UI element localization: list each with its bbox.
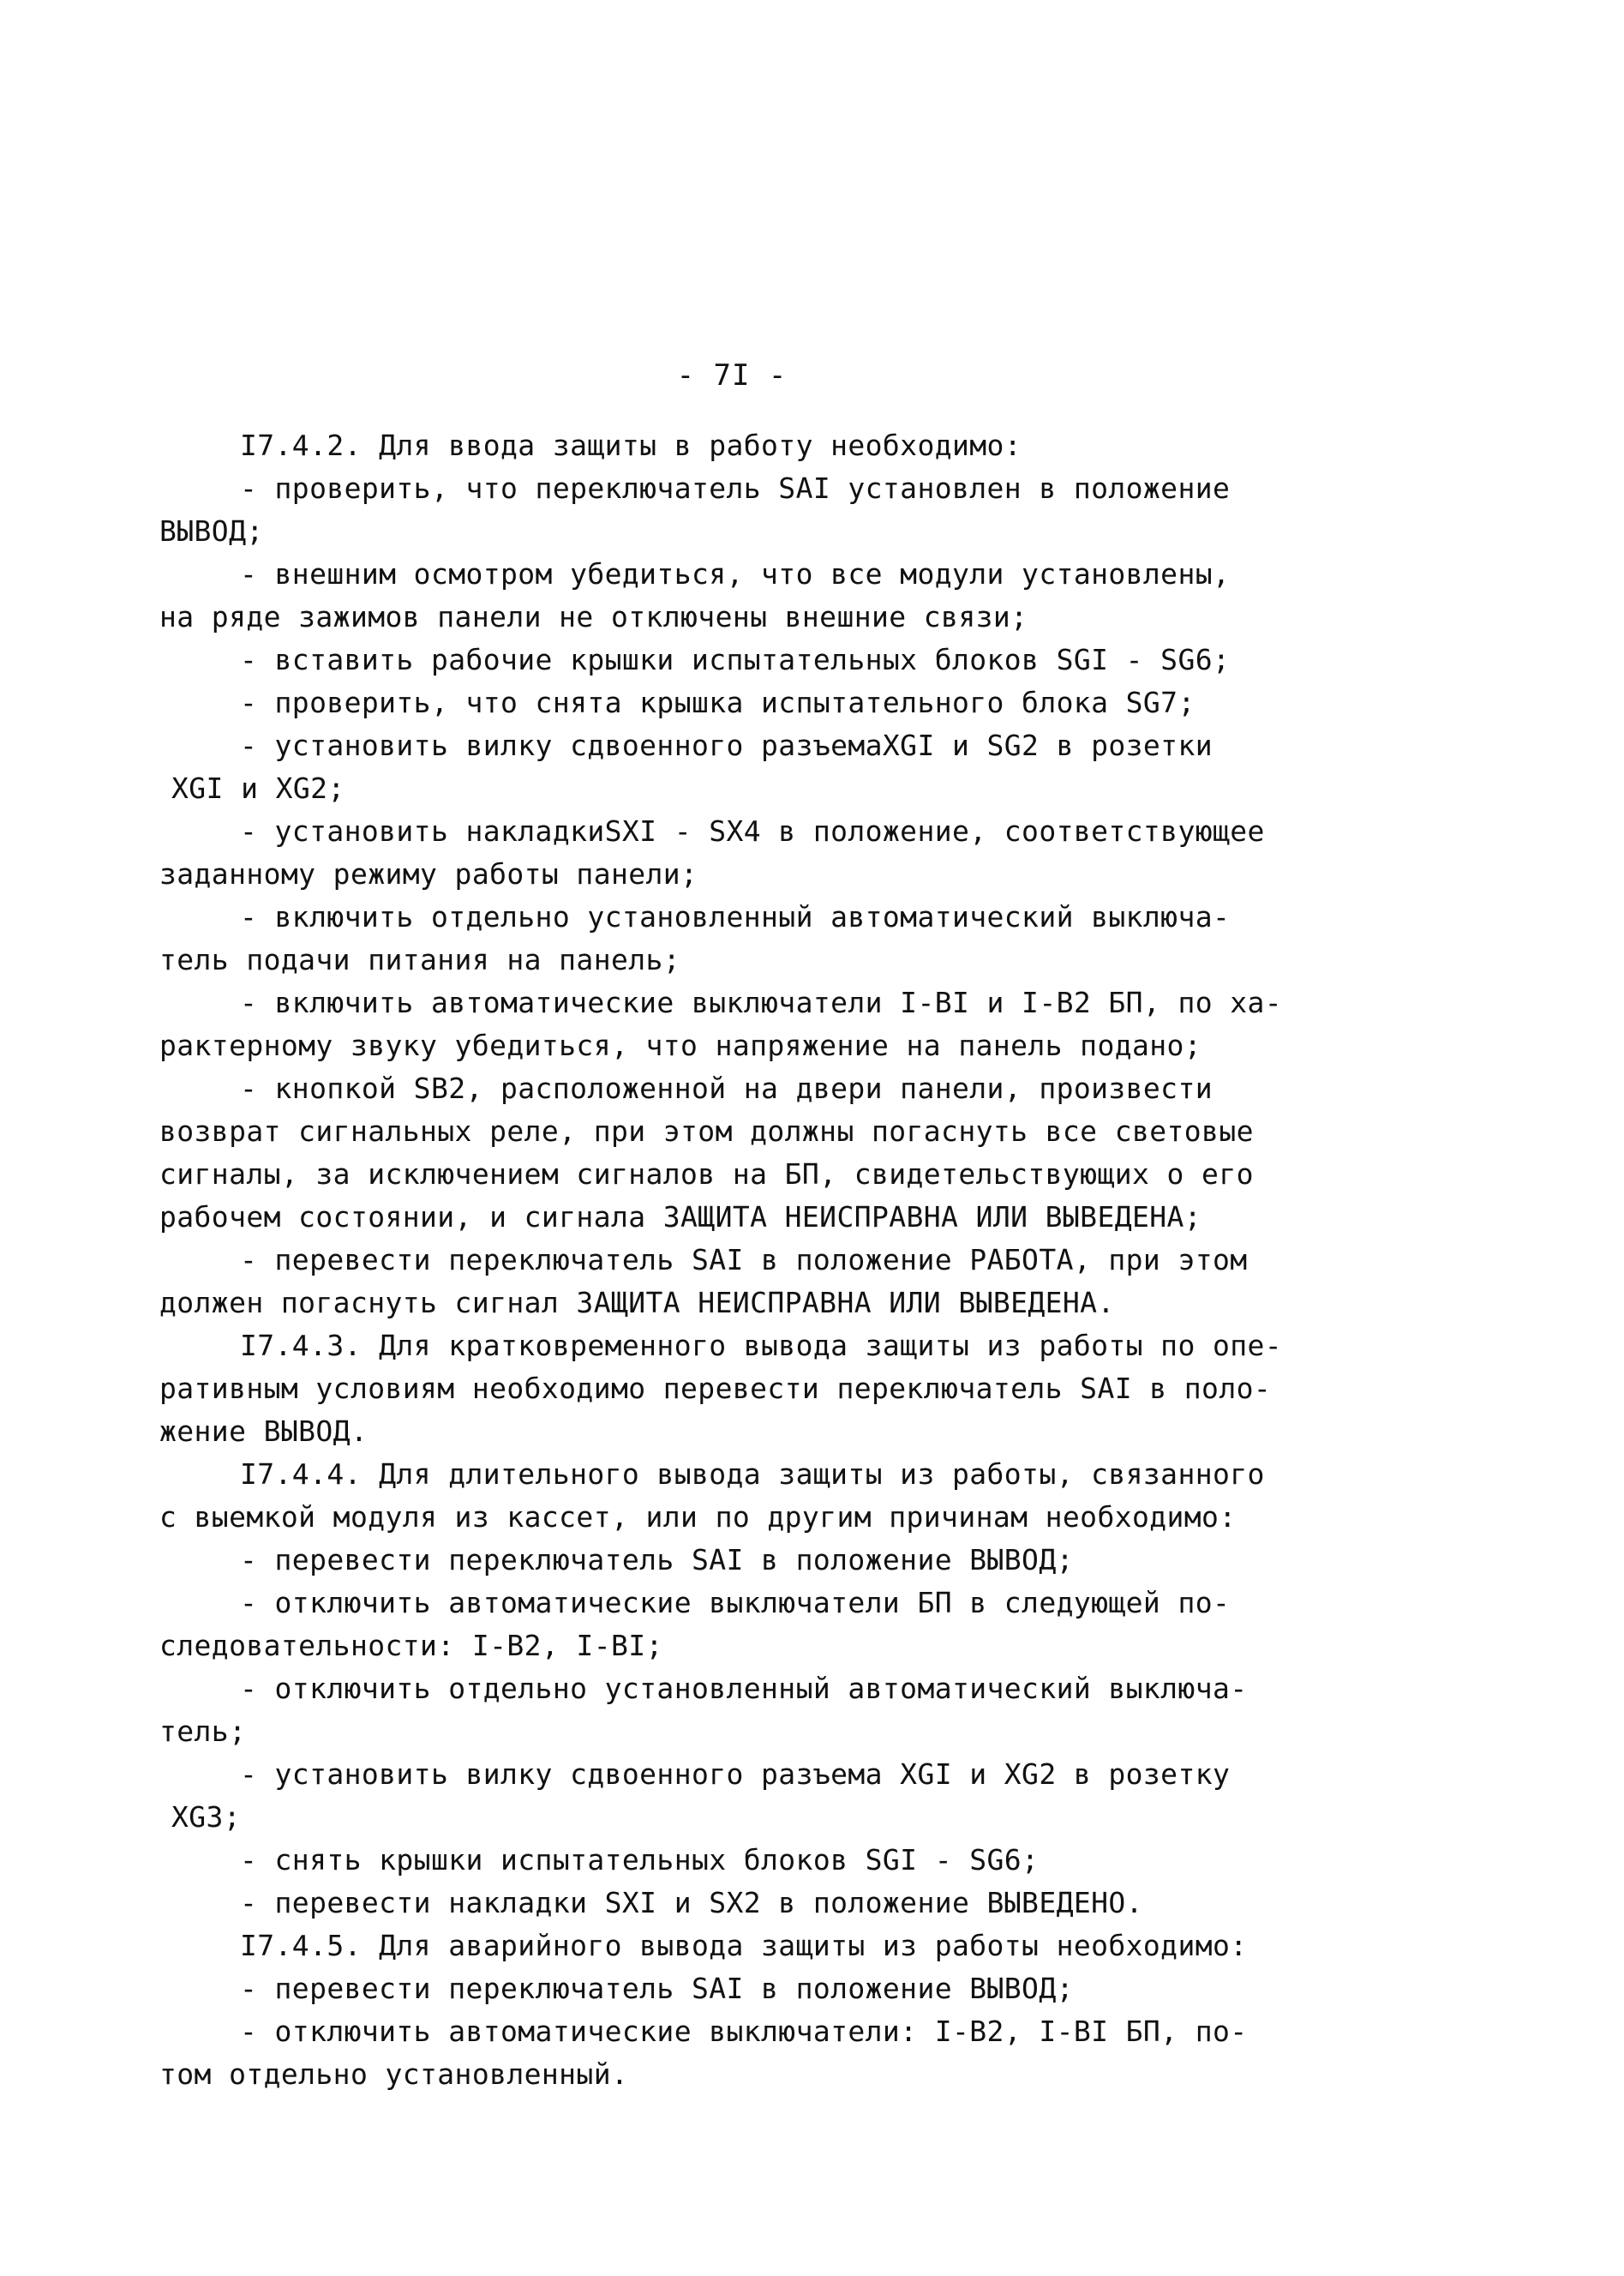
- text-line: XGI и XG2;: [171, 772, 345, 805]
- text-line: - установить вилку сдвоенного разъемаXGI и SG2 в розетки: [240, 729, 1213, 762]
- text-line: - снять крышки испытательных блоков SGI - SG6;: [240, 1843, 1040, 1877]
- text-line: - установить вилку сдвоенного разъема XGI и XG2 в розетку: [240, 1757, 1231, 1791]
- text-line: XG3;: [171, 1800, 242, 1834]
- text-line: - включить автоматические выключатели I-BI и I-B2 БП, по ха-: [240, 986, 1283, 1019]
- text-line: - проверить, что снята крышка испытательного блока SG7;: [240, 686, 1196, 719]
- text-line: - установить накладкиSXI - SX4 в положение, соответствующее: [240, 814, 1265, 848]
- page-number: - 7I -: [676, 358, 788, 393]
- text-line: на ряде зажимов панели не отключены внешние связи;: [159, 600, 1028, 634]
- text-line: заданному режиму работы панели;: [159, 857, 698, 891]
- text-line: возврат сигнальных реле, при этом должны погаснуть все световые: [159, 1114, 1254, 1148]
- section-heading-17-4-5: I7.4.5. Для аварийного вывода защиты из работы необходимо:: [240, 1929, 1248, 1962]
- text-line: тель подачи питания на панель;: [159, 943, 681, 976]
- text-line: жение ВЫВОД.: [159, 1414, 369, 1448]
- section-heading-17-4-3: I7.4.3. Для кратковременного вывода защиты из работы по опе-: [240, 1329, 1283, 1362]
- text-line: - перевести переключатель SAI в положение ВЫВОД;: [240, 1972, 1074, 2005]
- text-line: тель;: [159, 1715, 247, 1748]
- text-line: - отключить автоматические выключатели: I-B2, I-BI БП, по-: [240, 2015, 1248, 2048]
- text-line: - проверить, что переключатель SAI установлен в положение: [240, 471, 1231, 505]
- text-line: - перевести переключатель SAI в положение ВЫВОД;: [240, 1543, 1074, 1576]
- text-line: - отключить отдельно установленный автоматический выключа-: [240, 1672, 1248, 1705]
- section-heading-17-4-4: I7.4.4. Для длительного вывода защиты из работы, связанного: [240, 1457, 1265, 1491]
- text-line: - вставить рабочие крышки испытательных блоков SGI - SG6;: [240, 643, 1231, 676]
- text-line: должен погаснуть сигнал ЗАЩИТА НЕИСПРАВНА ИЛИ ВЫВЕДЕНА.: [159, 1286, 1115, 1319]
- text-line: рактерному звуку убедиться, что напряжение на панель подано;: [159, 1029, 1202, 1062]
- text-line: - отключить автоматические выключатели БП в следующей по-: [240, 1586, 1231, 1619]
- text-line: ративным условиям необходимо перевести переключатель SAI в поло-: [159, 1372, 1272, 1405]
- text-line: ВЫВОД;: [159, 514, 264, 548]
- text-line: сигналы, за исключением сигналов на БП, свидетельствующих о его: [159, 1157, 1254, 1191]
- text-line: - перевести переключатель SAI в положение РАБОТА, при этом: [240, 1243, 1248, 1276]
- text-line: - включить отдельно установленный автоматический выключа-: [240, 900, 1231, 934]
- text-line: - внешним осмотром убедиться, что все модули установлены,: [240, 557, 1231, 591]
- text-line: том отдельно установленный.: [159, 2057, 629, 2091]
- text-line: следовательности: I-B2, I-BI;: [159, 1629, 663, 1662]
- text-line: с выемкой модуля из кассет, или по другим причинам необходимо:: [159, 1500, 1237, 1534]
- section-heading-17-4-2: I7.4.2. Для ввода защиты в работу необходимо:: [240, 429, 1022, 462]
- text-line: - перевести накладки SXI и SX2 в положение ВЫВЕДЕНО.: [240, 1886, 1143, 1919]
- text-line: - кнопкой SB2, расположенной на двери панели, произвести: [240, 1072, 1213, 1105]
- text-line: рабочем состоянии, и сигнала ЗАЩИТА НЕИСПРАВНА ИЛИ ВЫВЕДЕНА;: [159, 1200, 1202, 1234]
